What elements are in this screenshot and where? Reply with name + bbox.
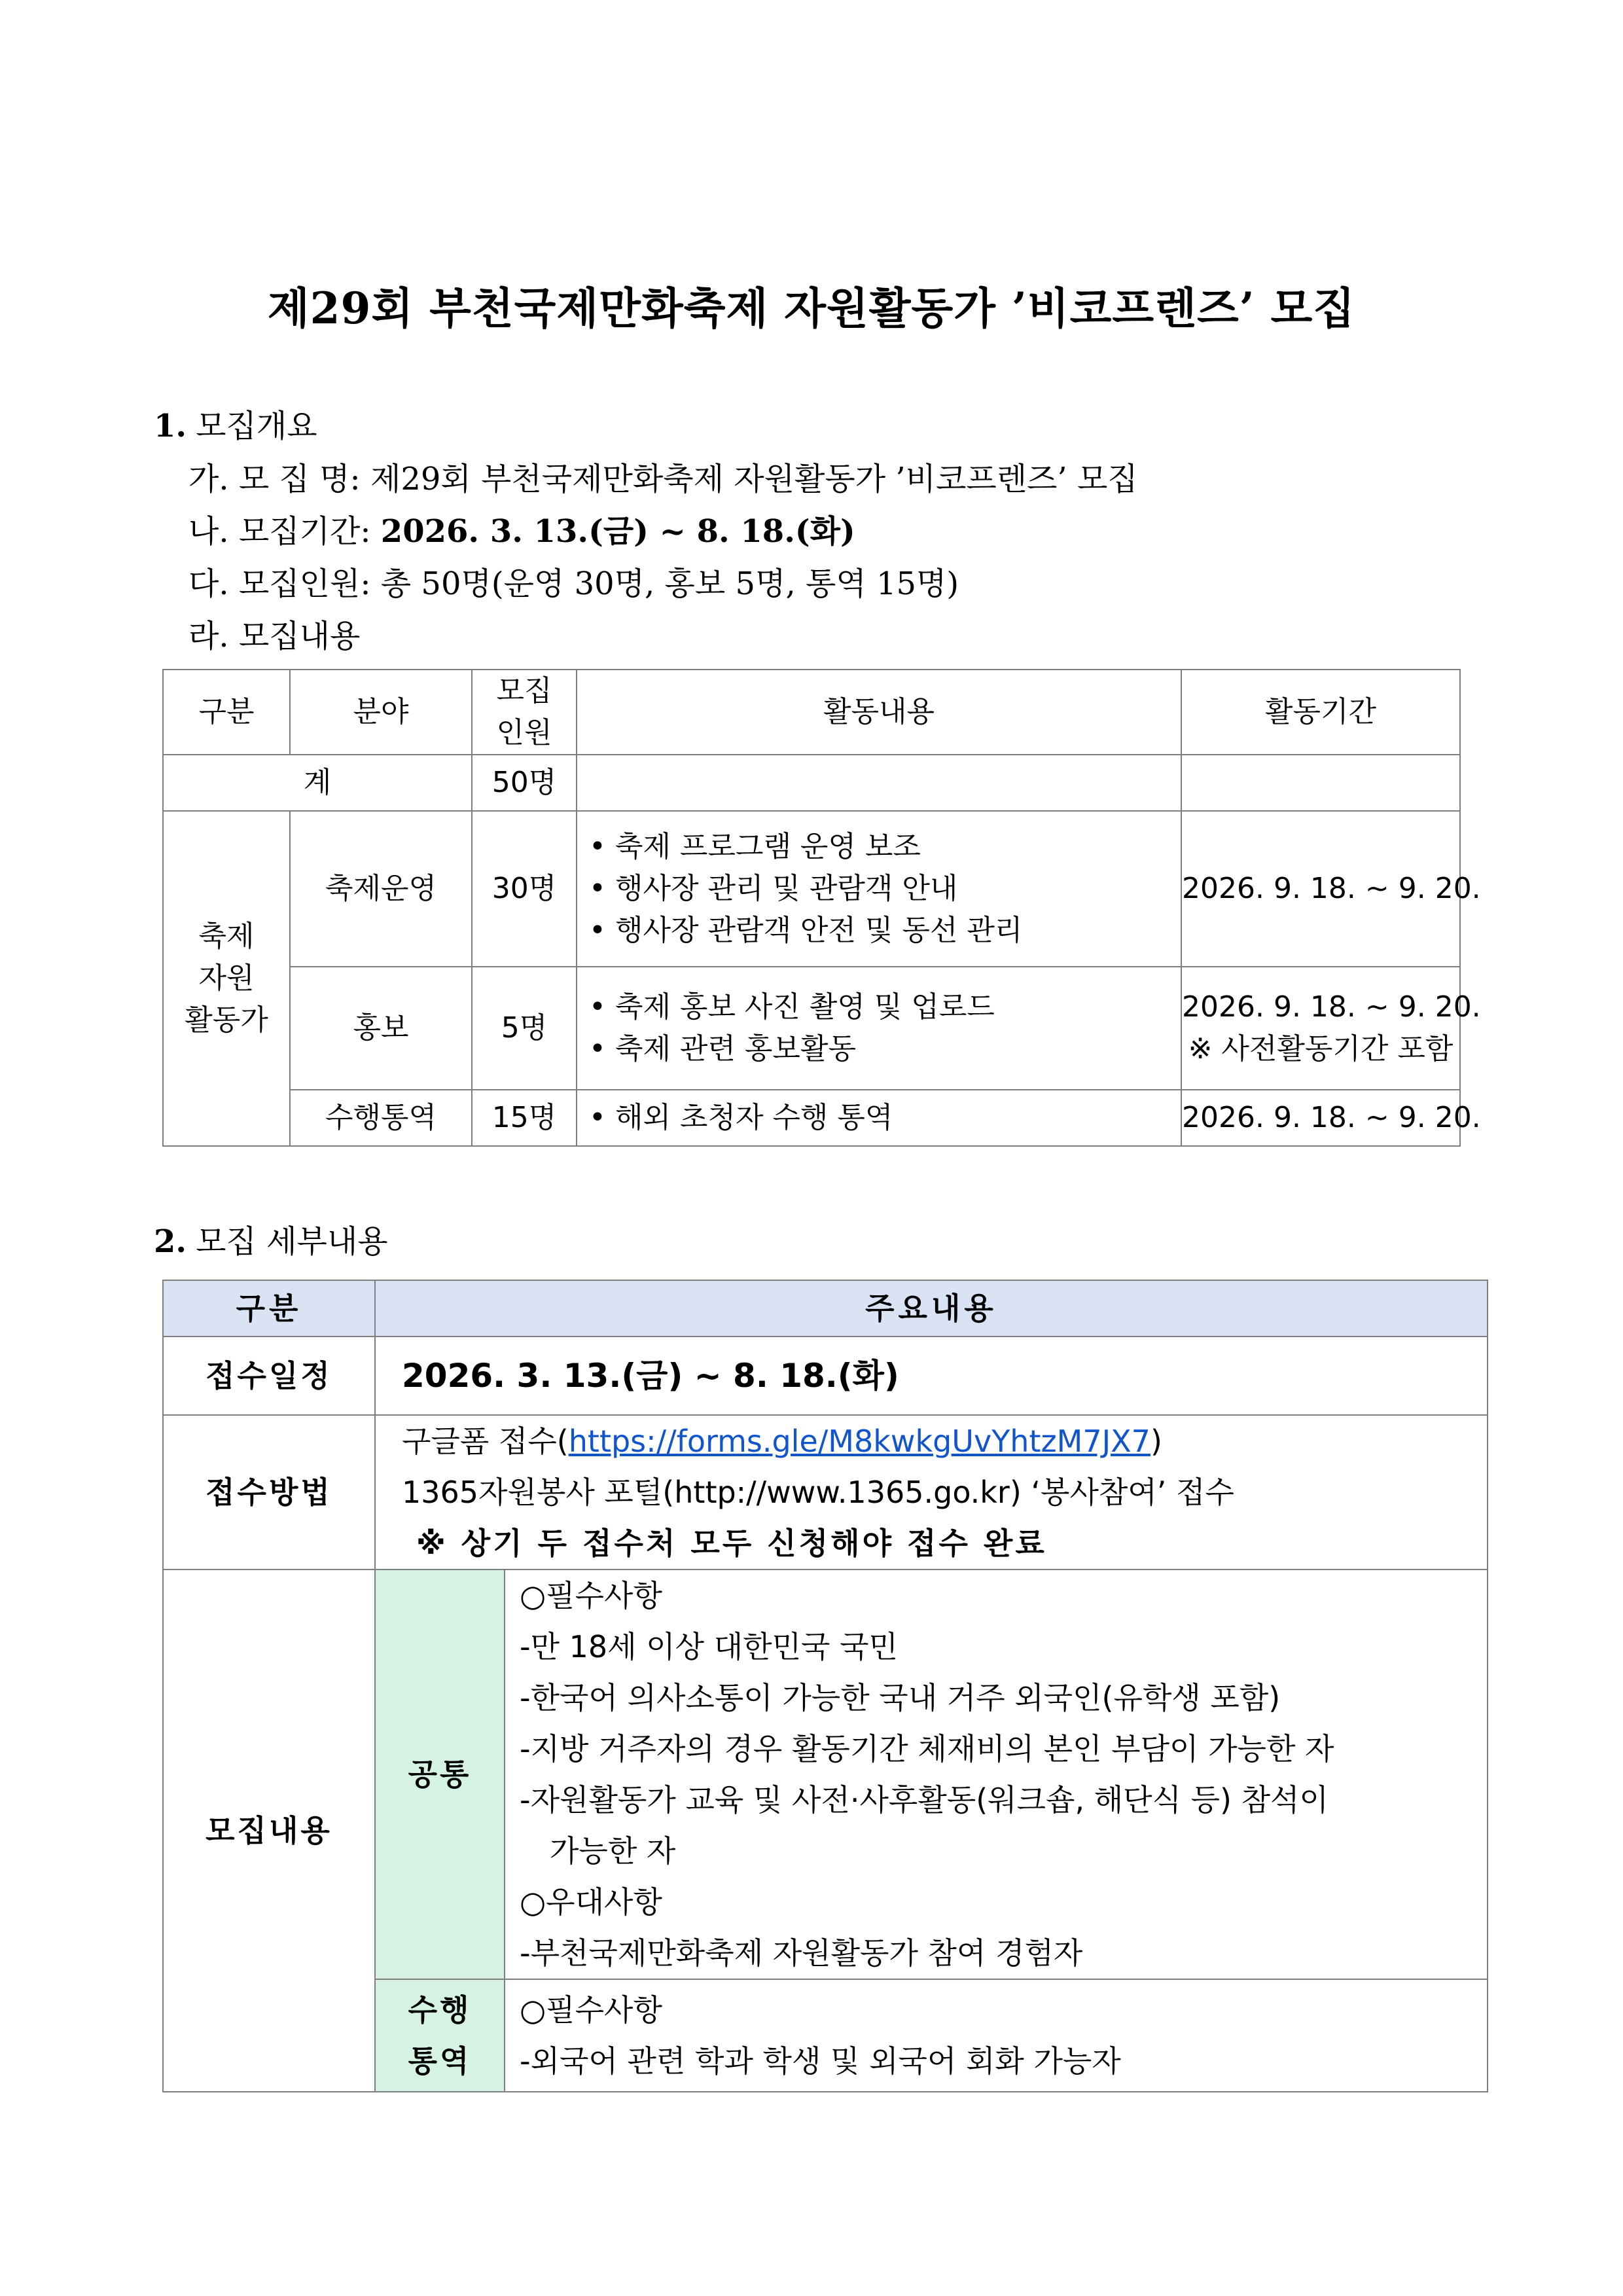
schedule-label: 접수일정: [163, 1336, 375, 1415]
header-field: 분야: [290, 670, 472, 755]
row-activities: [577, 811, 1181, 967]
content-label: 모집내용: [163, 1570, 375, 2092]
period-line: 2026. 9. 18. ~ 9. 20.: [1182, 872, 1481, 905]
section1-number: 1.: [154, 408, 187, 444]
common-content: [505, 1570, 1488, 1979]
method-line-1365: 1365자원봉사 포털(http://www.1365.go.kr) ‘봉사참여’ 접수: [402, 1475, 1234, 1510]
requirement-line: ○필수사항: [520, 1992, 662, 2028]
row-activities: [577, 967, 1181, 1090]
section2-number: 2.: [154, 1223, 187, 1260]
item-label: 다. 모집인원:: [188, 565, 371, 602]
row-period: [1181, 1090, 1481, 1146]
method-notice: ※ 상기 두 접수처 모두 신청해야 접수 완료: [416, 1526, 1047, 1561]
detail-header-row: [163, 1280, 1488, 1336]
header-count: [472, 670, 577, 755]
common-row: [163, 1570, 1488, 1979]
header-category: 구분: [163, 670, 290, 755]
common-label: 공통: [375, 1570, 505, 1979]
requirement-line: -외국어 관련 학과 학생 및 외국어 회화 가능자: [520, 2043, 1121, 2079]
row-field: 수행통역: [290, 1090, 472, 1146]
row-field: 축제운영: [290, 811, 472, 967]
item-value: 총 50명(운영 30명, 홍보 5명, 통역 15명): [380, 565, 959, 602]
total-period: [1181, 755, 1460, 811]
overview-item-headcount: [188, 558, 959, 603]
item-value: 제29회 부천국제만화축제 자원활동가 ’비코프렌즈’ 모집: [370, 461, 1138, 497]
detail-header-category: 구분: [163, 1280, 375, 1336]
method-label: 접수방법: [163, 1415, 375, 1570]
overview-item-name: [188, 454, 1138, 499]
total-label: 계: [163, 755, 472, 811]
requirement-line: ○필수사항: [520, 1578, 662, 1613]
section2-heading: [154, 1216, 388, 1261]
activity-line: • 축제 관련 홍보활동: [589, 1032, 856, 1066]
schedule-row: [163, 1336, 1488, 1415]
section2-title: 모집 세부내용: [196, 1223, 388, 1260]
requirement-line: ○우대사항: [520, 1884, 662, 1920]
detail-header-content: 주요내용: [375, 1280, 1488, 1336]
period-line: 2026. 9. 18. ~ 9. 20.: [1182, 990, 1481, 1024]
row-activities: [577, 1090, 1181, 1146]
header-period: 활동기간: [1181, 670, 1460, 755]
method-text: 구글폼 접수(: [402, 1424, 569, 1459]
period-line: 2026. 9. 18. ~ 9. 20.: [1182, 1101, 1481, 1134]
table-header-row: [163, 670, 1460, 755]
row-count: 5명: [472, 967, 577, 1090]
group-label-line: 축제: [198, 920, 255, 953]
row-period: [1181, 967, 1481, 1090]
header-count-line: 인원: [496, 716, 552, 749]
group-label-line: 자원: [198, 961, 255, 995]
activity-line: • 행사장 관리 및 관람객 안내: [589, 872, 958, 905]
recruitment-detail-table: [162, 1280, 1488, 2092]
total-count: 50명: [472, 755, 577, 811]
row-count: 30명: [472, 811, 577, 967]
recruitment-overview-table: [162, 669, 1481, 1147]
requirement-line: -만 18세 이상 대한민국 국민: [520, 1629, 898, 1664]
interp-label-line: 수행: [408, 1992, 472, 2028]
item-label: 가. 모 집 명:: [188, 461, 361, 497]
item-label: 나. 모집기간:: [188, 513, 371, 550]
activity-line: • 행사장 관람객 안전 및 동선 관리: [589, 914, 1023, 947]
activity-line: • 해외 초청자 수행 통역: [589, 1101, 893, 1134]
method-text: ): [1150, 1424, 1162, 1459]
total-row: [163, 755, 1460, 811]
requirement-line: 가능한 자: [550, 1833, 676, 1869]
row-field: 홍보: [290, 967, 472, 1090]
overview-item-period: [188, 506, 855, 551]
method-content: [375, 1415, 1488, 1570]
section1-title: 모집개요: [196, 408, 317, 444]
interp-label-line: 통역: [408, 2043, 472, 2079]
requirement-line: -한국어 의사소통이 가능한 국내 거주 외국인(유학생 포함): [520, 1680, 1281, 1715]
requirement-line: -지방 거주자의 경우 활동기간 체재비의 본인 부담이 가능한 자: [520, 1731, 1334, 1767]
interp-content: [505, 1979, 1488, 2092]
document-title: 제29회 부천국제만화축제 자원활동가 ’비코프렌즈’ 모집: [267, 283, 1356, 334]
item-label: 라. 모집내용: [188, 618, 361, 655]
row-period: [1181, 811, 1481, 967]
interp-label: [375, 1979, 505, 2092]
group-label-line: 활동가: [185, 1003, 268, 1037]
table-row: [163, 1090, 1460, 1146]
activity-line: • 축제 홍보 사진 촬영 및 업로드: [589, 990, 995, 1024]
schedule-value: 2026. 3. 13.(금) ~ 8. 18.(화): [375, 1336, 1488, 1415]
header-activity: 활동내용: [577, 670, 1181, 755]
row-count: 15명: [472, 1090, 577, 1146]
period-line: ※ 사전활동기간 포함: [1188, 1032, 1454, 1066]
total-activity: [577, 755, 1181, 811]
method-row: [163, 1415, 1488, 1570]
table-row: [163, 967, 1460, 1090]
activity-line: • 축제 프로그램 운영 보조: [589, 830, 921, 863]
item-value: 2026. 3. 13.(금) ~ 8. 18.(화): [380, 513, 855, 550]
method-line-google: [402, 1416, 1487, 1467]
google-form-link[interactable]: https://forms.gle/M8kwkgUvYhtzM7JX7: [568, 1424, 1150, 1459]
section1-heading: [154, 401, 317, 446]
table-row: [163, 811, 1460, 967]
group-label: [163, 811, 290, 1146]
requirement-line: -자원활동가 교육 및 사전·사후활동(워크숍, 해단식 등) 참석이: [520, 1782, 1329, 1818]
header-count-line: 모집: [496, 674, 552, 708]
requirement-line: -부천국제만화축제 자원활동가 참여 경험자: [520, 1935, 1083, 1971]
overview-item-content: [188, 611, 360, 656]
